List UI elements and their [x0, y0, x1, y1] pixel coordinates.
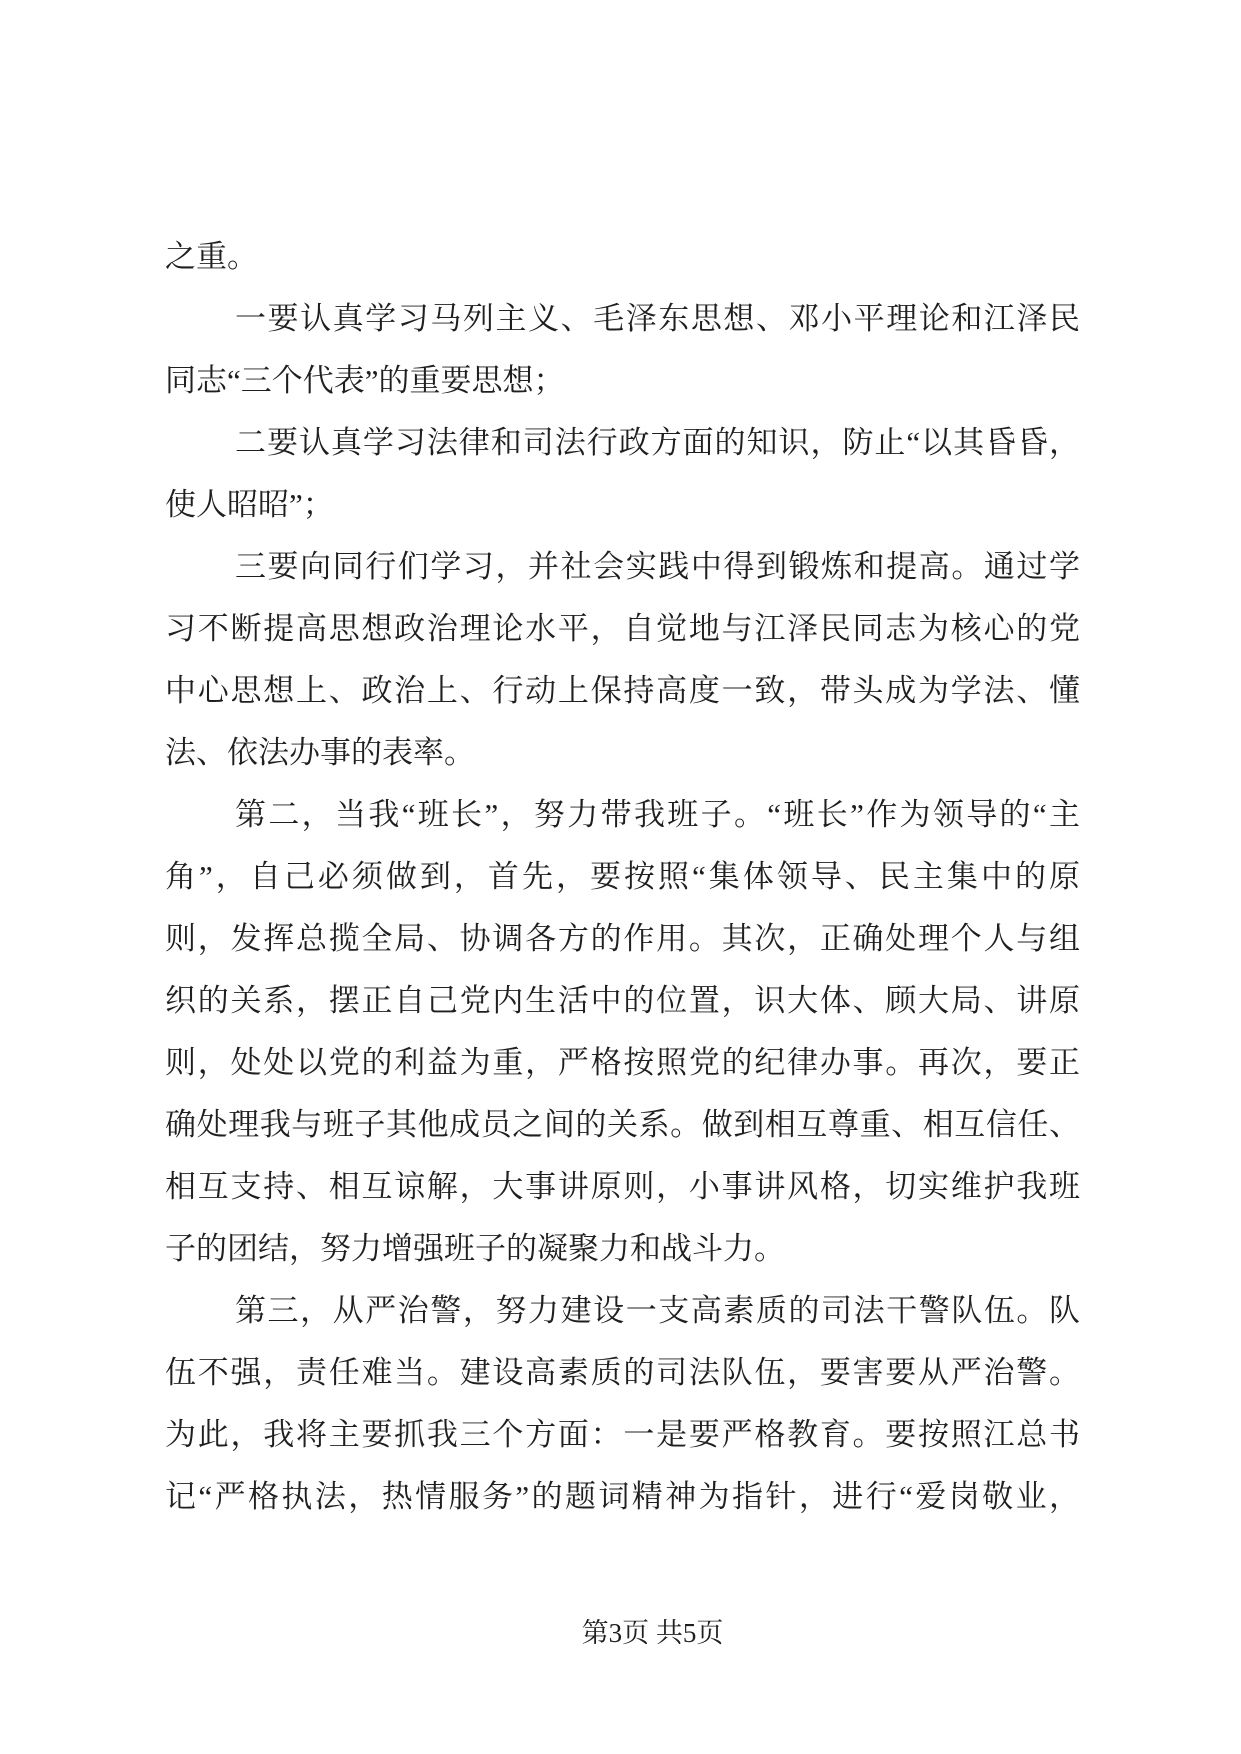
text-line: 伍不强，责任难当。建设高素质的司法队伍，要害要从严治警。 [165, 1355, 1080, 1390]
text-line: 记“严格执法，热情服务”的题词精神为指针，进行“爱岗敬业， [165, 1479, 1080, 1514]
text-line: 二要认真学习法律和司法行政方面的知识，防止“以其昏昏， [235, 425, 1080, 460]
text-line: 中心思想上、政治上、行动上保持高度一致，带头成为学法、懂 [165, 673, 1080, 708]
text-line: 则，发挥总揽全局、协调各方的作用。其次，正确处理个人与组 [165, 921, 1080, 956]
text-line: 角”，自己必须做到，首先，要按照“集体领导、民主集中的原 [165, 859, 1080, 894]
text-line: 确处理我与班子其他成员之间的关系。做到相互尊重、相互信任、 [165, 1107, 1080, 1142]
text-line: 子的团结，努力增强班子的凝聚力和战斗力。 [165, 1231, 785, 1266]
text-line: 一要认真学习马列主义、毛泽东思想、邓小平理论和江泽民 [235, 301, 1080, 336]
page-number-label: 第3页 共5页 [581, 1618, 724, 1648]
text-line: 三要向同行们学习，并社会实践中得到锻炼和提高。通过学 [235, 549, 1080, 584]
text-line: 织的关系，摆正自己党内生活中的位置，识大体、顾大局、讲原 [165, 983, 1080, 1018]
text-line: 相互支持、相互谅解，大事讲原则，小事讲风格，切实维护我班 [165, 1169, 1080, 1204]
text-line: 同志“三个代表”的重要思想； [165, 363, 565, 398]
text-line: 为此，我将主要抓我三个方面：一是要严格教育。要按照江总书 [165, 1417, 1080, 1452]
document-body [165, 226, 1080, 1528]
text-line: 习不断提高思想政治理论水平，自觉地与江泽民同志为核心的党 [165, 611, 1080, 646]
text-line: 之重。 [165, 239, 258, 274]
text-line: 法、依法办事的表率。 [165, 735, 475, 770]
text-line: 第二，当我“班长”，努力带我班子。“班长”作为领导的“主 [235, 797, 1080, 832]
text-line: 第三，从严治警，努力建设一支高素质的司法干警队伍。队 [235, 1293, 1080, 1328]
page-footer [195, 1613, 1110, 1653]
text-line: 则，处处以党的利益为重，严格按照党的纪律办事。再次，要正 [165, 1045, 1080, 1080]
text-line: 使人昭昭”； [165, 487, 334, 522]
